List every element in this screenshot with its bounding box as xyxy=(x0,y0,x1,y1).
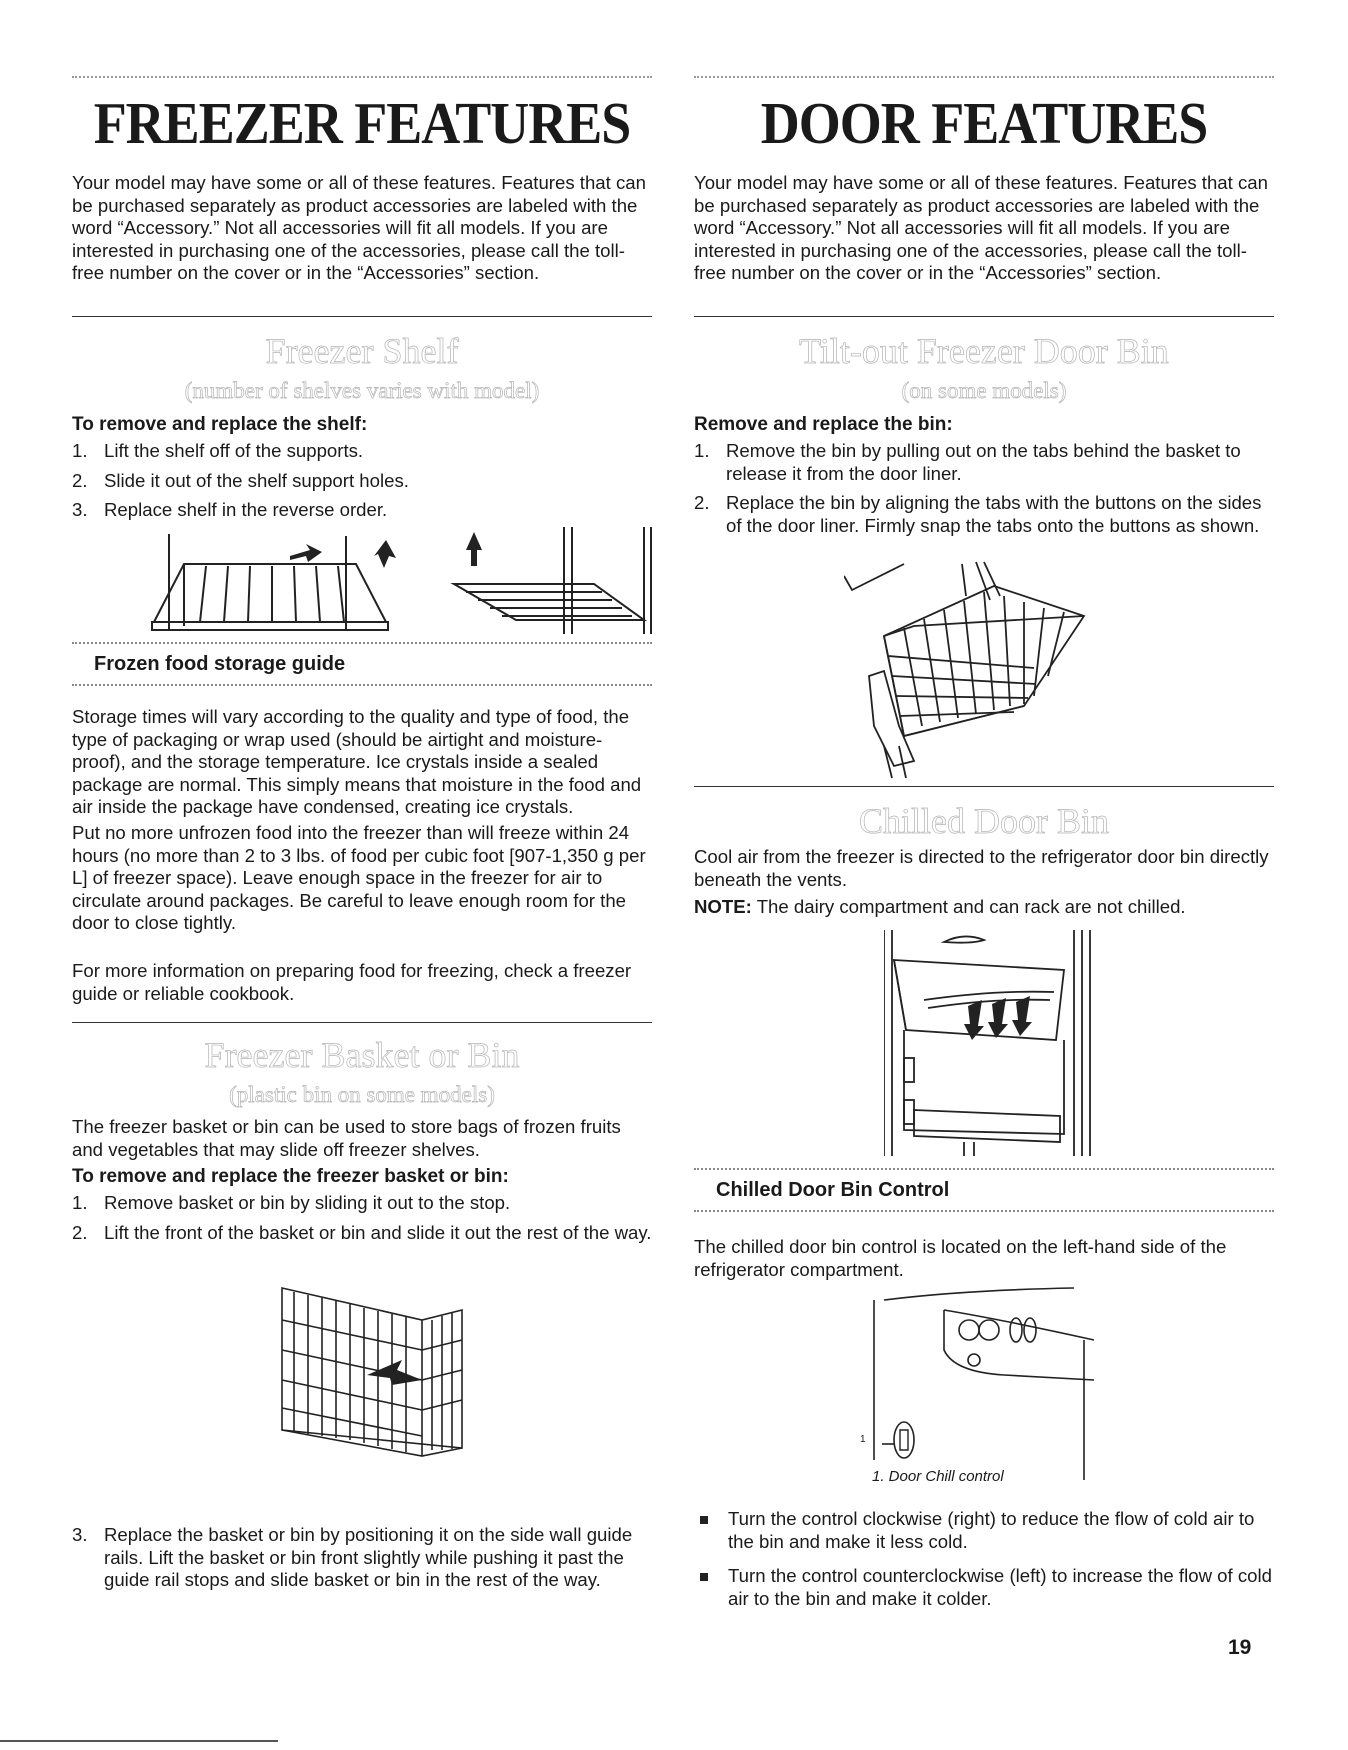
shelf-steps-list xyxy=(72,440,652,529)
freezer-shelf-subheading: (number of shelves varies with model) xyxy=(184,378,540,403)
list-item: 3. Replace shelf in the reverse order. xyxy=(72,499,388,521)
top-dotted-rule xyxy=(72,76,652,78)
shelf-removal-illustration xyxy=(124,522,664,640)
basket-steps-list xyxy=(72,1192,652,1251)
bullet-icon xyxy=(700,1573,708,1581)
basket-intro: The freezer basket or bin can be used to store bags of frozen fruits and vegetables that may slide off freezer shelves. xyxy=(72,1116,621,1160)
freezer-shelf-heading: Freezer Shelf xyxy=(265,331,459,371)
chilled-control-bar xyxy=(694,1168,1274,1212)
basket-step3 xyxy=(72,1524,652,1599)
section-divider xyxy=(72,316,652,317)
frozen-food-guide-title: Frozen food storage guide xyxy=(94,653,346,675)
storage-paragraph-2: Put no more unfrozen food into the freezer than will freeze within 24 hours (no more than 2 to 3 lbs. of food per cubic foot [907-1,350 g per L] of freezer space). Leave enough space in the freezer for air to circulate around packages. Be careful to leave enough room for the door to close tightly. xyxy=(72,822,646,934)
chilled-door-bin-illustration xyxy=(884,930,1094,1160)
chilled-bin-note xyxy=(694,896,1274,919)
list-item: 2. Replace the bin by aligning the tabs with the buttons on the sides of the door liner. Firmly snap the tabs onto the buttons as shown. xyxy=(694,492,1262,536)
tilt-out-bin-illustration xyxy=(844,556,1114,781)
note-text: The dairy compartment and can rack are not chilled. xyxy=(756,896,1186,917)
door-intro: Your model may have some or all of these features. Features that can be purchased separately as product accessories are labeled with the word “Accessory.” Not all accessories will fit all models. If you are interested in purchasing one of the accessories, please call the toll-free number on the cover or in the “Accessories” section. xyxy=(694,172,1268,284)
shelf-steps-title: To remove and replace the shelf: xyxy=(72,414,368,435)
list-item: Turn the control counterclockwise (left) to increase the flow of cold air to the bin and make it colder. xyxy=(694,1565,1274,1610)
chilled-bin-heading: Chilled Door Bin xyxy=(859,801,1109,841)
control-bullets xyxy=(694,1508,1274,1622)
section-divider xyxy=(72,1022,652,1023)
chilled-control-text: The chilled door bin control is located on the left-hand side of the refrigerator compartment. xyxy=(694,1236,1227,1280)
top-dotted-rule xyxy=(694,76,1274,78)
list-item: Turn the control clockwise (right) to reduce the flow of cold air to the bin and make it less cold. xyxy=(694,1508,1274,1553)
list-item: 1. Lift the shelf off of the supports. xyxy=(72,440,364,461)
freezer-intro: Your model may have some or all of these features. Features that can be purchased separately as product accessories are labeled with the word “Accessory.” Not all accessories will fit all models. If you are interested in purchasing one of the accessories, please call the toll-free number on the cover or in the “Accessories” section. xyxy=(72,172,646,284)
tilt-bin-heading: Tilt-out Freezer Door Bin xyxy=(799,331,1169,371)
list-item: 1. Remove basket or bin by sliding it out to the stop. xyxy=(72,1192,511,1213)
list-item: 1. Remove the bin by pulling out on the tabs behind the basket to release it from the door liner. xyxy=(694,440,1241,484)
storage-paragraph-3: For more information on preparing food for freezing, check a freezer guide or reliable cookbook. xyxy=(72,960,632,1004)
list-item: 2. Slide it out of the shelf support holes. xyxy=(72,469,409,491)
chilled-control-title: Chilled Door Bin Control xyxy=(716,1179,950,1201)
freezer-features-title: FREEZER FEATURES xyxy=(93,89,631,156)
control-callout-number: 1 xyxy=(860,1434,866,1445)
bullet-icon xyxy=(700,1516,708,1524)
note-label: NOTE: xyxy=(694,896,752,917)
tilt-bin-steps-list xyxy=(694,440,1274,544)
basket-steps-title: To remove and replace the freezer basket or bin: xyxy=(72,1166,509,1187)
basket-heading: Freezer Basket or Bin xyxy=(204,1035,520,1075)
list-item: 3. Replace the basket or bin by positioning it on the side wall guide rails. Lift the basket or bin front slightly while pushing it past the guide rail stops and slide basket or bin in the rest of the way. xyxy=(72,1524,633,1591)
control-caption: 1. Door Chill control xyxy=(872,1468,1004,1485)
chilled-bin-text: Cool air from the freezer is directed to the refrigerator door bin directly beneath the vents. xyxy=(694,846,1269,890)
door-chill-control-illustration xyxy=(854,1280,1104,1480)
section-divider xyxy=(694,316,1274,317)
tilt-bin-subheading: (on some models) xyxy=(901,378,1067,403)
basket-subheading: (plastic bin on some models) xyxy=(229,1082,495,1107)
section-divider xyxy=(694,786,1274,787)
list-item: 2. Lift the front of the basket or bin and slide it out the rest of the way. xyxy=(72,1221,652,1243)
page-number: 19 xyxy=(1228,1636,1252,1659)
door-features-title: DOOR FEATURES xyxy=(760,89,1208,156)
tilt-bin-steps-title: Remove and replace the bin: xyxy=(694,414,953,435)
frozen-food-guide-bar xyxy=(72,642,652,686)
footer-rule xyxy=(0,1740,278,1742)
storage-paragraph-1: Storage times will vary according to the quality and type of food, the type of packaging or wrap used (should be airtight and moisture-proof), and the storage temperature. Ice crystals inside a sealed package are normal. This simply means that moisture in the food and air inside the package have condensed, creating ice crystals. xyxy=(72,706,642,818)
freezer-basket-illustration xyxy=(272,1280,482,1460)
